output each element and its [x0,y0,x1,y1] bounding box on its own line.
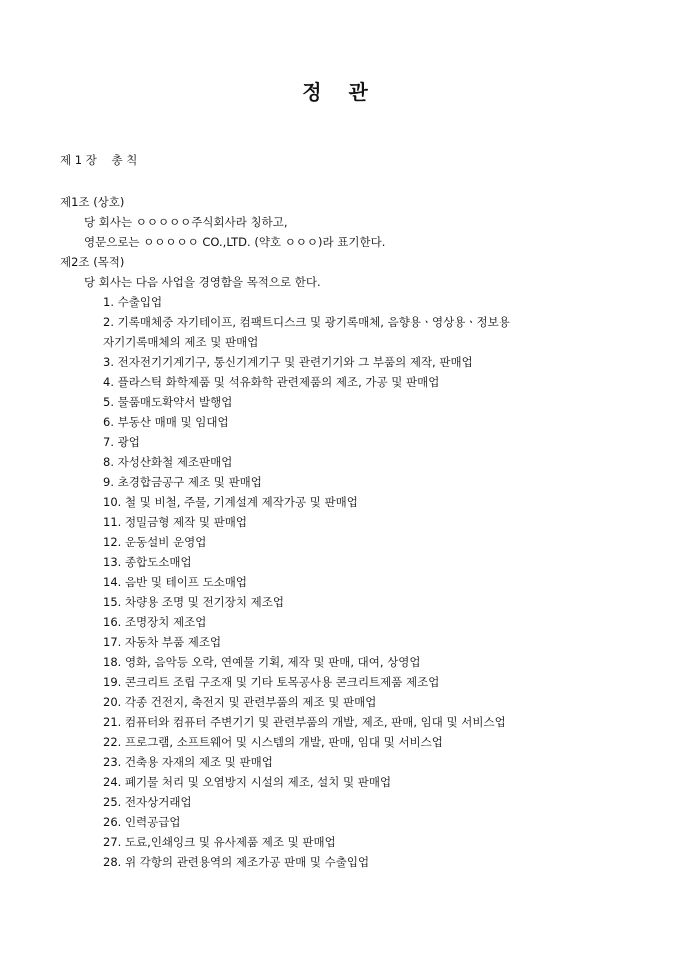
purpose-item-2: 2. 기록매체중 자기테이프, 컴팩트디스크 및 광기록매체, 음향용ㆍ영상용ㆍ정보용 [103,315,510,329]
purpose-item-24: 24. 폐기물 처리 및 오염방지 시설의 제조, 설치 및 판매업 [103,775,392,789]
article-2-heading: 제2조 (목적) [60,255,125,269]
purpose-item-28: 28. 위 각항의 관련용역의 제조가공 판매 및 수출입업 [103,855,370,869]
purpose-item-1: 1. 수출입업 [103,295,163,309]
purpose-item-25: 25. 전자상거래업 [103,795,192,809]
document-body [60,192,660,872]
article-1-heading: 제1조 (상호) [60,195,125,209]
purpose-item-5: 5. 물품매도확약서 발행업 [103,395,233,409]
purpose-item-16: 16. 조명장치 제조업 [103,615,207,629]
purpose-item-22: 22. 프로그램, 소프트웨어 및 시스템의 개발, 판매, 임대 및 서비스업 [103,735,443,749]
purpose-item-11: 11. 정밀금형 제작 및 판매업 [103,515,247,529]
purpose-item-6: 6. 부동산 매매 및 임대업 [103,415,229,429]
purpose-item-14: 14. 음반 및 테이프 도소매업 [103,575,247,589]
purpose-item-27: 27. 도료,인쇄잉크 및 유사제품 제조 및 판매업 [103,835,336,849]
purpose-item-3: 3. 전자전기기계기구, 통신기계기구 및 관련기기와 그 부품의 제작, 판매업 [103,355,473,369]
purpose-item-23: 23. 건축용 자재의 제조 및 판매업 [103,755,273,769]
purpose-item-7: 7. 광업 [103,435,140,449]
article-2-intro: 당 회사는 다음 사업을 경영함을 목적으로 한다. [84,275,321,289]
purpose-item-20: 20. 각종 건전지, 축전지 및 관련부품의 제조 및 판매업 [103,695,377,709]
purpose-item-18: 18. 영화, 음악등 오락, 연예물 기획, 제작 및 판매, 대여, 상영업 [103,655,421,669]
article-1-line-2: 영문으로는 ㅇㅇㅇㅇㅇ CO.,LTD. (약호 ㅇㅇㅇ)라 표기한다. [84,235,386,249]
purpose-item-26: 26. 인력공급업 [103,815,181,829]
article-1-line-1: 당 회사는 ㅇㅇㅇㅇㅇ주식회사라 칭하고, [84,215,288,229]
document-title: 정 관 [302,80,378,104]
purpose-item-8: 8. 자성산화철 제조판매업 [103,455,233,469]
purpose-item-19: 19. 콘크리트 조립 구조재 및 기타 토목공사용 콘크리트제품 제조업 [103,675,440,689]
chapter-heading: 제 1 장 총 칙 [60,153,138,167]
purpose-item-12: 12. 운동설비 운영업 [103,535,207,549]
purpose-item-4: 4. 플라스틱 화학제품 및 석유화학 관련제품의 제조, 가공 및 판매업 [103,375,440,389]
purpose-item-15: 15. 차량용 조명 및 전기장치 제조업 [103,595,284,609]
purpose-item-17: 17. 자동차 부품 제조업 [103,635,222,649]
purpose-item-9: 9. 초경합금공구 제조 및 판매업 [103,475,262,489]
purpose-item-21: 21. 컴퓨터와 컴퓨터 주변기기 및 관련부품의 개발, 제조, 판매, 임대 및 서비스업 [103,715,506,729]
purpose-item-13: 13. 종합도소매업 [103,555,192,569]
purpose-item-10: 10. 철 및 비철, 주물, 기계설계 제작가공 및 판매업 [103,495,358,509]
purpose-item-2-continuation: 자기기록매체의 제조 및 판매업 [103,335,259,349]
